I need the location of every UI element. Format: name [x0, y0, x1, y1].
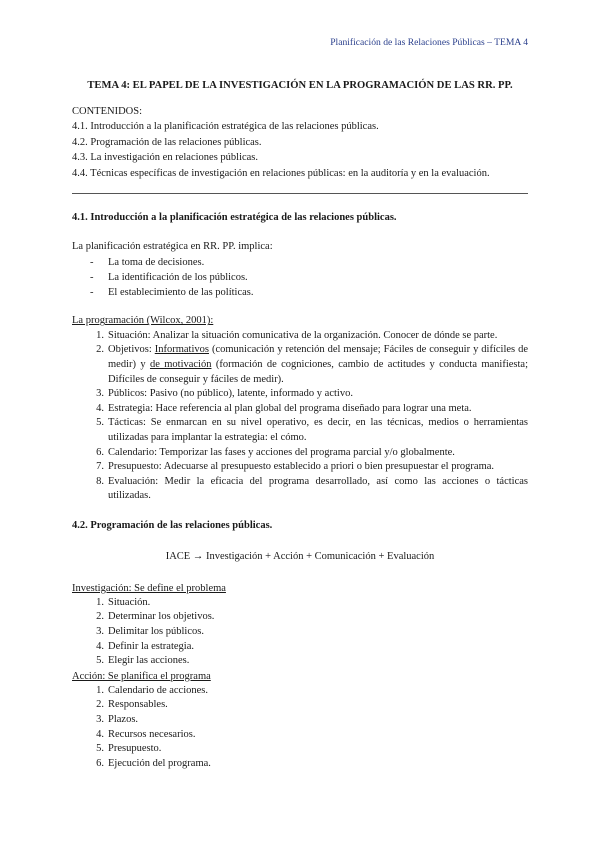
contents-item: 4.2. Programación de las relaciones públicas. — [72, 136, 262, 148]
list-item: 4 . Estrategia: Hace referencia al plan global del programa diseñado para lograr una meta. — [72, 402, 528, 417]
accion-steps — [72, 684, 528, 772]
list-item: 4 . Recursos necesarios. — [72, 728, 528, 743]
list-item: 2 . Responsables. — [72, 698, 528, 713]
page-title: TEMA 4: EL PAPEL DE LA INVESTIGACIÓN EN LA PROGRAMACIÓN DE LAS RR. PP. — [87, 80, 513, 91]
list-item: 7 . Presupuesto: Adecuarse al presupuesto establecido a priori o bien presupuestar el programa. — [72, 460, 528, 475]
investigacion-steps — [72, 596, 528, 669]
programacion-label: La programación (Wilcox, 2001): — [72, 315, 214, 327]
planning-intro: La planificación estratégica en RR. PP. implica: — [72, 241, 273, 253]
contents-item: 4.4. Técnicas específicas de investigación en relaciones públicas: en la auditoría y en la evaluación. — [72, 167, 490, 179]
accion-label: Acción: Se planifica el programa — [72, 670, 211, 682]
list-item: 2 . Determinar los objetivos. — [72, 610, 528, 625]
section-heading-4-1: 4.1. Introducción a la planificación estratégica de las relaciones públicas. — [72, 212, 397, 224]
programacion-steps — [72, 329, 528, 504]
list-item: 8 . Evaluación: Medir la eficacia del programa desarrollado, así como las acciones o tácticas utilizadas. — [72, 475, 528, 504]
investigacion-label: Investigación: Se define el problema — [72, 582, 226, 594]
section-heading-4-2: 4.2. Programación de las relaciones públicas. — [72, 519, 273, 531]
list-item: 4 . Definir la estrategia. — [72, 640, 528, 655]
list-item: 1 . Situación: Analizar la situación comunicativa de la organización. Conocer de dónde se parte. — [72, 329, 528, 344]
section-divider — [72, 193, 528, 194]
page-content — [72, 70, 528, 771]
list-item: 2 . Objetivos: Informativos (comunicación y retención del mensaje; Fáciles de conseguir y difíciles de medir) y de motivación (formación de cogniciones, cambio de actitudes y conducta manifiesta; Difíciles de conseguir y fáciles de medir). — [72, 343, 528, 387]
contents-item: 4.1. Introducción a la planificación estratégica de las relaciones públicas. — [72, 121, 379, 133]
list-item: 3 . Plazos. — [72, 713, 528, 728]
list-item: 5 . Tácticas: Se enmarcan en su nivel operativo, es decir, en las técnicas, medios o herramientas utilizadas para implantar la estrategia: el cómo. — [72, 416, 528, 445]
list-item: 1 . Calendario de acciones. — [72, 684, 528, 699]
list-item: 3 . Públicos: Pasivo (no público), latente, informado y activo. — [72, 387, 528, 402]
planning-list — [72, 255, 528, 301]
list-item: 3 . Delimitar los públicos. — [72, 625, 528, 640]
list-item: 1 . Situación. — [72, 596, 528, 611]
list-item: - La toma de decisiones. — [90, 256, 205, 268]
list-item: - La identificación de los públicos. — [90, 272, 248, 284]
list-item: - El establecimiento de las políticas. — [90, 287, 254, 299]
list-item: 6 . Calendario: Temporizar las fases y acciones del programa parcial y/o globalmente. — [72, 446, 528, 461]
iace-formula: IACE → Investigación + Acción + Comunicación + Evaluación — [165, 551, 435, 563]
contents-label: CONTENIDOS: — [72, 106, 142, 117]
list-item: 5 . Presupuesto. — [72, 742, 528, 757]
contents-block — [72, 104, 528, 181]
list-item: 5 . Elegir las acciones. — [72, 654, 528, 669]
running-header: Planificación de las Relaciones Públicas – TEMA 4 — [330, 37, 528, 48]
list-item: 6 . Ejecución del programa. — [72, 757, 528, 772]
contents-item: 4.3. La investigación en relaciones públicas. — [72, 152, 259, 164]
